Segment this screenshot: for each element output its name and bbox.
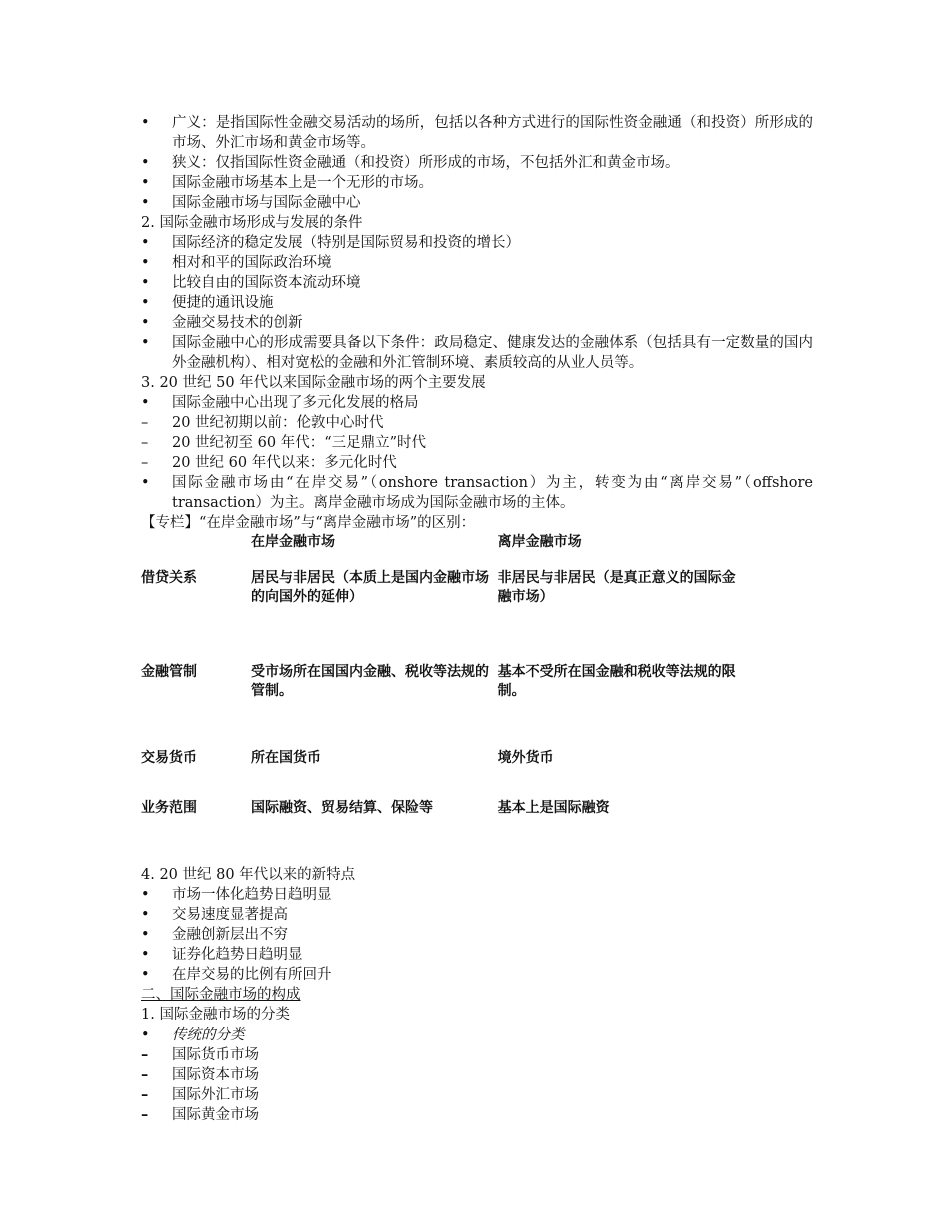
list-item-text: 国际外汇市场	[172, 1087, 259, 1103]
dash-marker: –	[141, 1046, 149, 1063]
subheading-text: 传统的分类	[172, 1027, 245, 1043]
bullet-marker: •	[141, 927, 150, 943]
document-page	[141, 113, 813, 1125]
bullet-marker: •	[141, 155, 150, 171]
dash-marker: –	[141, 1086, 149, 1103]
table-cell: 借贷关系	[141, 570, 197, 586]
list-item	[141, 965, 813, 985]
list-item	[141, 333, 813, 373]
bullet-marker: •	[141, 887, 150, 903]
table-header-cell: 离岸金融市场	[497, 534, 582, 550]
bullet-marker: •	[141, 475, 150, 491]
table-cell: 境外货币	[497, 750, 554, 766]
part-title	[141, 985, 813, 1005]
bullet-marker: •	[141, 947, 150, 963]
table-cell: 受市场所在国国内金融、税收等法规的管制。	[251, 664, 490, 699]
list-item	[141, 113, 813, 153]
bullet-marker: •	[141, 315, 150, 331]
list-item-text: 便捷的通讯设施	[172, 295, 274, 311]
section-heading: 3. 20 世纪 50 年代以来国际金融市场的两个主要发展	[141, 375, 486, 391]
dash-marker: –	[141, 435, 149, 451]
list-item-text: 20 世纪 60 年代以来：多元化时代	[172, 455, 397, 471]
bullet-marker: •	[141, 255, 150, 271]
list-item-text: 国际资本市场	[172, 1067, 259, 1083]
table-cell: 金融管制	[141, 664, 197, 680]
part-title-text: 二、国际金融市场的构成	[141, 987, 301, 1003]
list-item	[141, 905, 813, 925]
list-item-text: 市场一体化趋势日趋明显	[172, 887, 332, 903]
list-item-text: 20 世纪初至 60 年代：“三足鼎立”时代	[172, 435, 427, 451]
table-cell: 基本上是国际融资	[497, 800, 610, 816]
comparison-table	[141, 533, 741, 865]
section-heading: 1. 国际金融市场的分类	[141, 1007, 290, 1023]
table-row	[141, 663, 741, 749]
list-item-text: 国际金融市场与国际金融中心	[172, 195, 361, 211]
list-item-text: 国际金融中心出现了多元化发展的格局	[172, 395, 419, 411]
table-row	[141, 749, 741, 799]
dash-marker: –	[141, 1066, 149, 1083]
list-item	[141, 273, 813, 293]
bullet-marker: •	[141, 235, 150, 251]
bullet-marker: •	[141, 907, 150, 923]
list-item	[141, 945, 813, 965]
table-cell: 国际融资、贸易结算、保险等	[251, 800, 434, 816]
table-cell: 业务范围	[141, 800, 197, 816]
list-item-text: 国际经济的稳定发展（特别是国际贸易和投资的增长）	[172, 235, 520, 251]
table-cell: 居民与非居民（本质上是国内金融市场的向国外的延伸）	[251, 570, 490, 605]
table-row	[141, 569, 741, 663]
list-item-text: 20 世纪初期以前：伦敦中心时代	[172, 415, 384, 431]
list-item	[141, 473, 813, 513]
list-item	[141, 1105, 813, 1125]
list-item	[141, 433, 813, 453]
list-item	[141, 925, 813, 945]
list-item	[141, 193, 813, 213]
dash-marker: –	[141, 415, 149, 431]
table-cell: 交易货币	[141, 750, 197, 766]
bullet-marker: •	[141, 295, 150, 311]
column-note: 【专栏】“在岸金融市场”与“离岸金融市场”的区别：	[141, 515, 476, 531]
list-item-text: 交易速度显著提高	[172, 907, 288, 923]
list-item	[141, 233, 813, 253]
bullet-marker: •	[141, 275, 150, 291]
table-cell: 基本不受所在国金融和税收等法规的限制。	[497, 664, 736, 699]
list-item	[141, 173, 813, 193]
bullet-marker: •	[141, 115, 150, 131]
table-header-cell: 在岸金融市场	[251, 534, 336, 550]
bullet-marker: •	[141, 1027, 150, 1043]
bullet-marker: •	[141, 967, 150, 983]
list-item	[141, 1085, 813, 1105]
list-item-text: 国际金融中心的形成需要具备以下条件：政局稳定、健康发达的金融体系（包括具有一定数量的国内外金融机构）、相对宽松的金融和外汇管制环境、素质较高的从业人员等。	[172, 335, 813, 371]
list-item	[141, 1065, 813, 1085]
table-header-row	[141, 533, 741, 569]
bullet-marker: •	[141, 335, 150, 351]
dash-marker: –	[141, 455, 149, 471]
list-item	[141, 1045, 813, 1065]
list-item-text: 证券化趋势日趋明显	[172, 947, 303, 963]
list-item	[141, 253, 813, 273]
list-item	[141, 413, 813, 433]
table-row	[141, 799, 741, 865]
section-heading: 2. 国际金融市场形成与发展的条件	[141, 215, 363, 231]
table-cell: 所在国货币	[251, 750, 322, 766]
list-item-text: 国际金融市场基本上是一个无形的市场。	[172, 175, 433, 191]
list-item	[141, 885, 813, 905]
list-item	[141, 1025, 813, 1045]
dash-marker: –	[141, 1106, 149, 1123]
list-item	[141, 293, 813, 313]
bullet-marker: •	[141, 175, 150, 191]
list-item-text: 国际黄金市场	[172, 1107, 259, 1123]
list-item	[141, 153, 813, 173]
table-header-cell	[141, 533, 251, 569]
table-cell: 非居民与非居民（是真正意义的国际金融市场）	[497, 570, 736, 605]
list-item-text: 相对和平的国际政治环境	[172, 255, 332, 271]
list-item-text: 比较自由的国际资本流动环境	[172, 275, 361, 291]
list-item	[141, 313, 813, 333]
list-item-text: 在岸交易的比例有所回升	[172, 967, 332, 983]
section-heading: 4. 20 世纪 80 年代以来的新特点	[141, 867, 356, 883]
bullet-marker: •	[141, 395, 150, 411]
list-item-text: 金融创新层出不穷	[172, 927, 288, 943]
list-item-text: 国际货币市场	[172, 1047, 259, 1063]
list-item-text: 国际金融市场由“在岸交易”（onshore transaction）为主，转变为由“离岸交易”（offshore transaction）为主。离岸金融市场成为国际金融市场的主体。	[172, 475, 813, 511]
list-item-text: 金融交易技术的创新	[172, 315, 303, 331]
list-item	[141, 393, 813, 413]
bullet-marker: •	[141, 195, 150, 211]
list-item	[141, 453, 813, 473]
list-item-text: 广义：是指国际性金融交易活动的场所，包括以各种方式进行的国际性资金融通（和投资）所形成的市场、外汇市场和黄金市场等。	[172, 115, 813, 151]
list-item-text: 狭义：仅指国际性资金融通（和投资）所形成的市场，不包括外汇和黄金市场。	[172, 155, 680, 171]
